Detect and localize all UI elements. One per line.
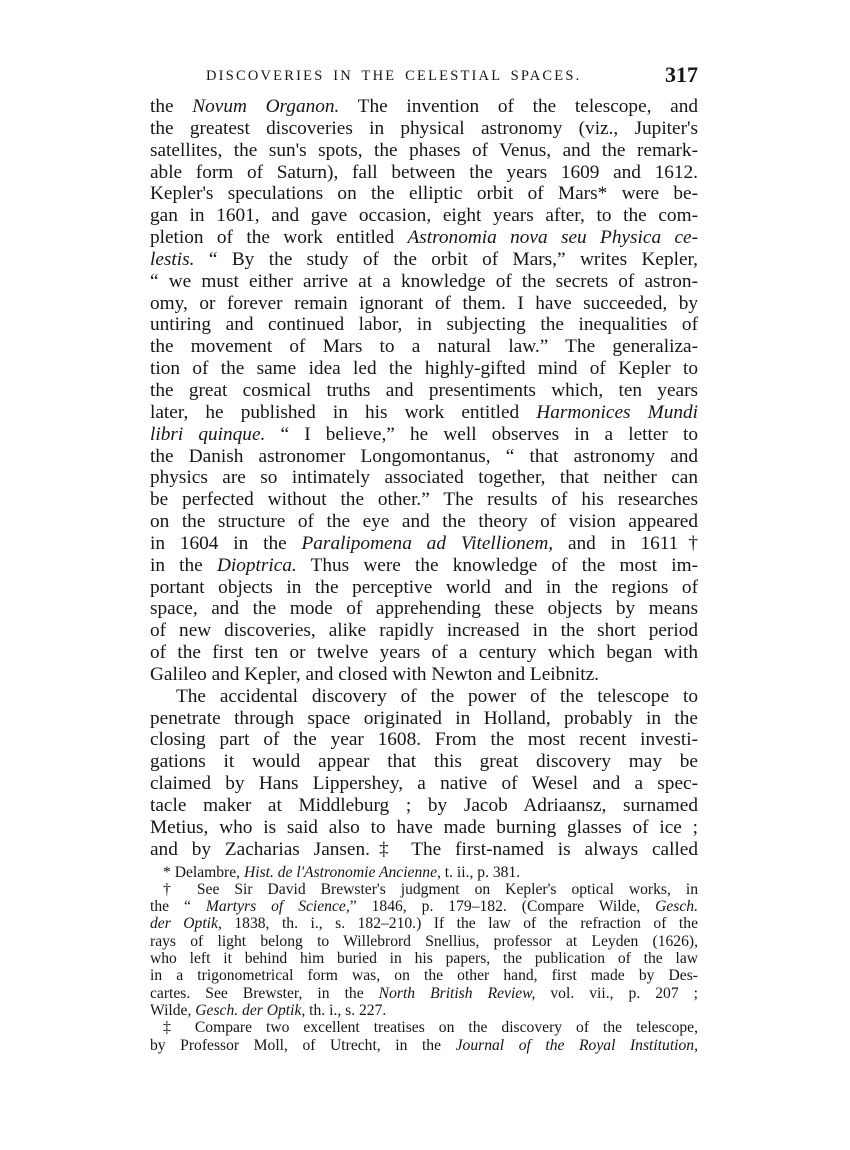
footnote-line: † See Sir David Brewster's judgment on Kepler's optical works, in	[163, 880, 698, 898]
body-line: claimed by Hans Lippershey, a native of Wesel and a spec-	[150, 773, 698, 795]
body-line: in 1604 in the Paralipomena ad Vitellionem, and in 1611†	[150, 532, 698, 554]
footnote-line: the “ Martyrs of Science,” 1846, p. 179–182. (Compare Wilde, Gesch.	[150, 898, 698, 916]
body-line: the movement of Mars to a natural law.” The generaliza-	[150, 336, 698, 358]
body-line: Kepler's speculations on the elliptic orbit of Mars* were be-	[150, 183, 698, 205]
footnotes	[150, 864, 698, 1054]
body-line: later, he published in his work entitled Harmonices Mundi	[150, 401, 698, 423]
body-line: gan in 1601, and gave occasion, eight years after, to the com-	[150, 205, 698, 227]
footnote-line: who left it behind him buried in his papers, the publication of the law	[150, 950, 698, 968]
page-number: 317	[665, 62, 698, 87]
body-line: and by Zacharias Jansen.‡ The first-named is always called	[150, 838, 698, 860]
body-line: be perfected without the other.” The results of his researches	[150, 489, 698, 511]
footnote-line: cartes. See Brewster, in the North British Review, vol. vii., p. 207 ;	[150, 984, 699, 1002]
body-line: tacle maker at Middleburg ; by Jacob Adriaansz, surnamed	[150, 795, 698, 816]
body-line: of new discoveries, alike rapidly increased in the short period	[150, 620, 698, 642]
footnote-line: ‡ Compare two excellent treatises on the discovery of the telescope,	[163, 1019, 698, 1037]
body-line: closing part of the year 1608. From the most recent investi-	[150, 729, 698, 751]
body-line: physics are so intimately associated together, that neither can	[150, 467, 698, 489]
footnote-line: der Optik, 1838, th. i., s. 182–210.) If the law of the refraction of the	[150, 915, 698, 933]
body-line: pletion of the work entitled Astronomia nova seu Physica ce-	[150, 227, 698, 249]
footnote-line: * Delambre, Hist. de l'Astronomie Ancienne, t. ii., p. 381.	[163, 863, 521, 881]
footnote-line: in a trigonometrical form was, on the other hand, first made by Des-	[150, 967, 698, 985]
footnote-line: rays of light belong to Willebrord Snellius, professor at Leyden (1626),	[150, 932, 698, 950]
body-line: gations it would appear that this great discovery may be	[150, 751, 698, 773]
body-line: the Novum Organon. The invention of the telescope, and	[150, 96, 698, 117]
body-line: penetrate through space originated in Holland, probably in the	[150, 707, 698, 729]
body-line: The accidental discovery of the power of the telescope to	[176, 685, 698, 707]
body-line: tion of the same idea led the highly-gifted mind of Kepler to	[150, 358, 698, 380]
body-line: of the first ten or twelve years of a century which began with	[150, 642, 698, 664]
body-line: on the structure of the eye and the theory of vision appeared	[150, 511, 698, 533]
footnote-line: by Professor Moll, of Utrecht, in the Journal of the Royal Institution,	[150, 1036, 698, 1054]
body-line: omy, or forever remain ignorant of them. I have succeeded, by	[150, 292, 698, 314]
body-line: libri quinque. “ I believe,” he well observes in a letter to	[150, 423, 699, 445]
body-line: the Danish astronomer Longomontanus, “ that astronomy and	[150, 445, 698, 467]
body-line: lestis. “ By the study of the orbit of Mars,” writes Kepler,	[150, 248, 698, 270]
running-head	[150, 62, 698, 92]
body-line: the great cosmical truths and presentiments which, ten years	[150, 379, 698, 401]
body-line: portant objects in the perceptive world and in the regions of	[150, 576, 698, 598]
body-line: Galileo and Kepler, and closed with Newton and Leibnitz.	[150, 663, 599, 685]
body-line: space, and the mode of apprehending these objects by means	[150, 598, 698, 620]
body-text	[150, 96, 698, 861]
body-line: in the Dioptrica. Thus were the knowledge of the most im-	[150, 554, 698, 576]
body-line: satellites, the sun's spots, the phases of Venus, and the remark-	[150, 139, 698, 161]
body-line: the greatest discoveries in physical astronomy (viz., Jupiter's	[150, 117, 698, 139]
running-title: DISCOVERIES IN THE CELESTIAL SPACES.	[206, 68, 582, 84]
footnote-line: Wilde, Gesch. der Optik, th. i., s. 227.	[150, 1001, 387, 1019]
body-line: able form of Saturn), fall between the years 1609 and 1612.	[150, 161, 698, 183]
body-line: Metius, who is said also to have made burning glasses of ice ;	[150, 816, 698, 838]
body-line: “ we must either arrive at a knowledge of the secrets of astron-	[150, 270, 698, 292]
body-line: untiring and continued labor, in subjecting the inequalities of	[150, 314, 698, 336]
book-page	[150, 62, 698, 1054]
